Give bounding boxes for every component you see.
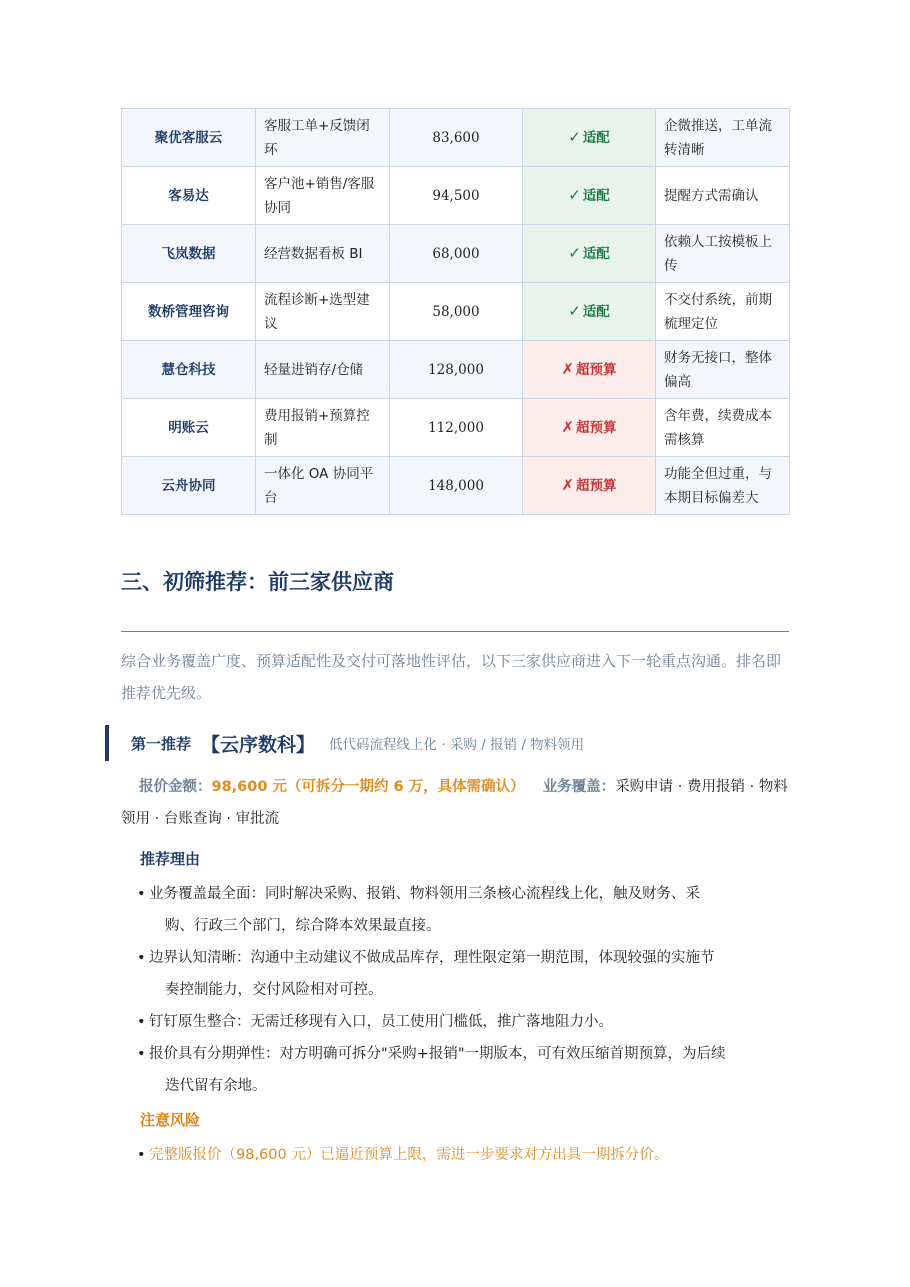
vendor-name-cell: 飞岚数据 (122, 225, 256, 283)
status-label: 适配 (582, 188, 610, 204)
reasons-list (137, 878, 797, 1102)
vendor-name-cell: 云舟协同 (122, 457, 256, 515)
vendor-price-cell: 112,000 (390, 399, 523, 457)
price-value: 98,600 元（可拆分一期约 6 万，具体需确认） (211, 779, 525, 795)
vendor-name-cell: 慧仓科技 (122, 341, 256, 399)
risks-title: 注意风险 (140, 1111, 201, 1129)
vendor-scope-cell: 轻量进销存/仓储 (256, 341, 390, 399)
vendor-price-cell: 68,000 (390, 225, 523, 283)
vendor-scope-cell: 一体化 OA 协同平台 (256, 457, 390, 515)
vendor-note-cell: 含年费，续费成本需核算 (656, 399, 790, 457)
vendor-price-cell: 83,600 (390, 109, 523, 167)
reasons-title: 推荐理由 (140, 850, 201, 868)
vendor-row (122, 167, 790, 225)
vendor-price-cell: 58,000 (390, 283, 523, 341)
vendor-row (122, 457, 790, 515)
status-label: 超预算 (576, 478, 617, 494)
reason-text: • 报价具有分期弹性：对方明确可拆分"采购+报销"一期版本，可有效压缩首期预算，为后续 (149, 1046, 726, 1062)
vendor-note-cell: 提醒方式需确认 (656, 167, 790, 225)
reason-item (137, 1006, 797, 1038)
vendor-table (121, 108, 790, 515)
vendor-row (122, 341, 790, 399)
vendor-name-cell: 聚优客服云 (122, 109, 256, 167)
reason-item (137, 942, 797, 1006)
vendor-note-cell: 依赖人工按模板上传 (656, 225, 790, 283)
check-mark-icon: ✓ (568, 302, 581, 320)
status-label: 超预算 (576, 420, 617, 436)
status-label: 适配 (582, 304, 610, 320)
section-divider (121, 631, 789, 632)
vendor-scope-cell: 流程诊断+选型建议 (256, 283, 390, 341)
check-mark-icon: ✓ (568, 244, 581, 262)
recommendation-rank: 第一推荐 (131, 734, 192, 753)
vendor-status-cell (523, 167, 656, 225)
vendor-note-cell: 不交付系统，前期梳理定位 (656, 283, 790, 341)
reason-text-continued: 奏控制能力，交付风险相对可控。 (165, 982, 383, 998)
vendor-status-cell (523, 109, 656, 167)
status-label: 超预算 (576, 362, 617, 378)
cross-mark-icon: ✗ (561, 476, 575, 494)
vendor-price-cell: 94,500 (390, 167, 523, 225)
vendor-status-cell (523, 457, 656, 515)
vendor-status-cell (523, 225, 656, 283)
section-intro: 综合业务覆盖广度、预算适配性及交付可落地性评估，以下三家供应商进入下一轮重点沟通。排名即推荐优先级。 (121, 652, 782, 702)
vendor-scope-cell: 客服工单+反馈闭环 (256, 109, 390, 167)
vendor-note-cell: 企微推送，工单流转清晰 (656, 109, 790, 167)
status-label: 适配 (582, 246, 610, 262)
vendor-scope-cell: 经营数据看板 BI (256, 225, 390, 283)
cross-mark-icon: ✗ (561, 360, 575, 378)
vendor-row (122, 283, 790, 341)
vendor-price-cell: 128,000 (390, 341, 523, 399)
vendor-row (122, 109, 790, 167)
vendor-price-cell: 148,000 (390, 457, 523, 515)
coverage-value: 采购申请 · 费用报销 · 物料领用 · 台账查询 · 审批流 (121, 779, 788, 827)
vendor-status-cell (523, 283, 656, 341)
vendor-row (122, 225, 790, 283)
check-mark-icon: ✓ (568, 128, 581, 146)
section-title: 三、初筛推荐：前三家供应商 (121, 570, 394, 594)
reason-text: • 钉钉原生整合：无需迁移现有入口，员工使用门槛低，推广落地阻力小。 (149, 1014, 613, 1030)
reason-item (137, 878, 797, 942)
vendor-name-cell: 客易达 (122, 167, 256, 225)
vendor-scope-cell: 费用报销+预算控制 (256, 399, 390, 457)
recommendation-info (121, 771, 791, 835)
price-label: 报价金额： (139, 779, 212, 795)
recommended-vendor-name: 【云序数科】 (201, 733, 316, 756)
reason-item (137, 1038, 797, 1102)
risk-item: • 完整版报价（98,600 元）已逼近预算上限，需进一步要求对方出具一期拆分价。 (137, 1139, 797, 1171)
vendor-note-cell: 功能全但过重，与本期目标偏差大 (656, 457, 790, 515)
check-mark-icon: ✓ (568, 186, 581, 204)
vendor-note-cell: 财务无接口，整体偏高 (656, 341, 790, 399)
vendor-name-cell: 明账云 (122, 399, 256, 457)
vendor-status-cell (523, 399, 656, 457)
risks-list (137, 1139, 797, 1171)
coverage-label: 业务覆盖： (542, 779, 616, 795)
vendor-scope-cell: 客户池+销售/客服协同 (256, 167, 390, 225)
cross-mark-icon: ✗ (561, 418, 575, 436)
recommendation-header (105, 725, 795, 761)
vendor-status-cell (523, 341, 656, 399)
reason-text-continued: 迭代留有余地。 (165, 1078, 267, 1094)
reason-text-continued: 购、行政三个部门，综合降本效果最直接。 (165, 918, 441, 934)
vendor-table-body (122, 109, 790, 515)
recommended-vendor-description: 低代码流程线上化 · 采购 / 报销 / 物料领用 (329, 737, 585, 753)
vendor-row (122, 399, 790, 457)
reason-text: • 业务覆盖最全面：同时解决采购、报销、物料领用三条核心流程线上化，触及财务、采 (149, 886, 700, 902)
reason-text: • 边界认知清晰：沟通中主动建议不做成品库存，理性限定第一期范围，体现较强的实施节 (149, 950, 715, 966)
vendor-name-cell: 数桥管理咨询 (122, 283, 256, 341)
status-label: 适配 (582, 130, 610, 146)
